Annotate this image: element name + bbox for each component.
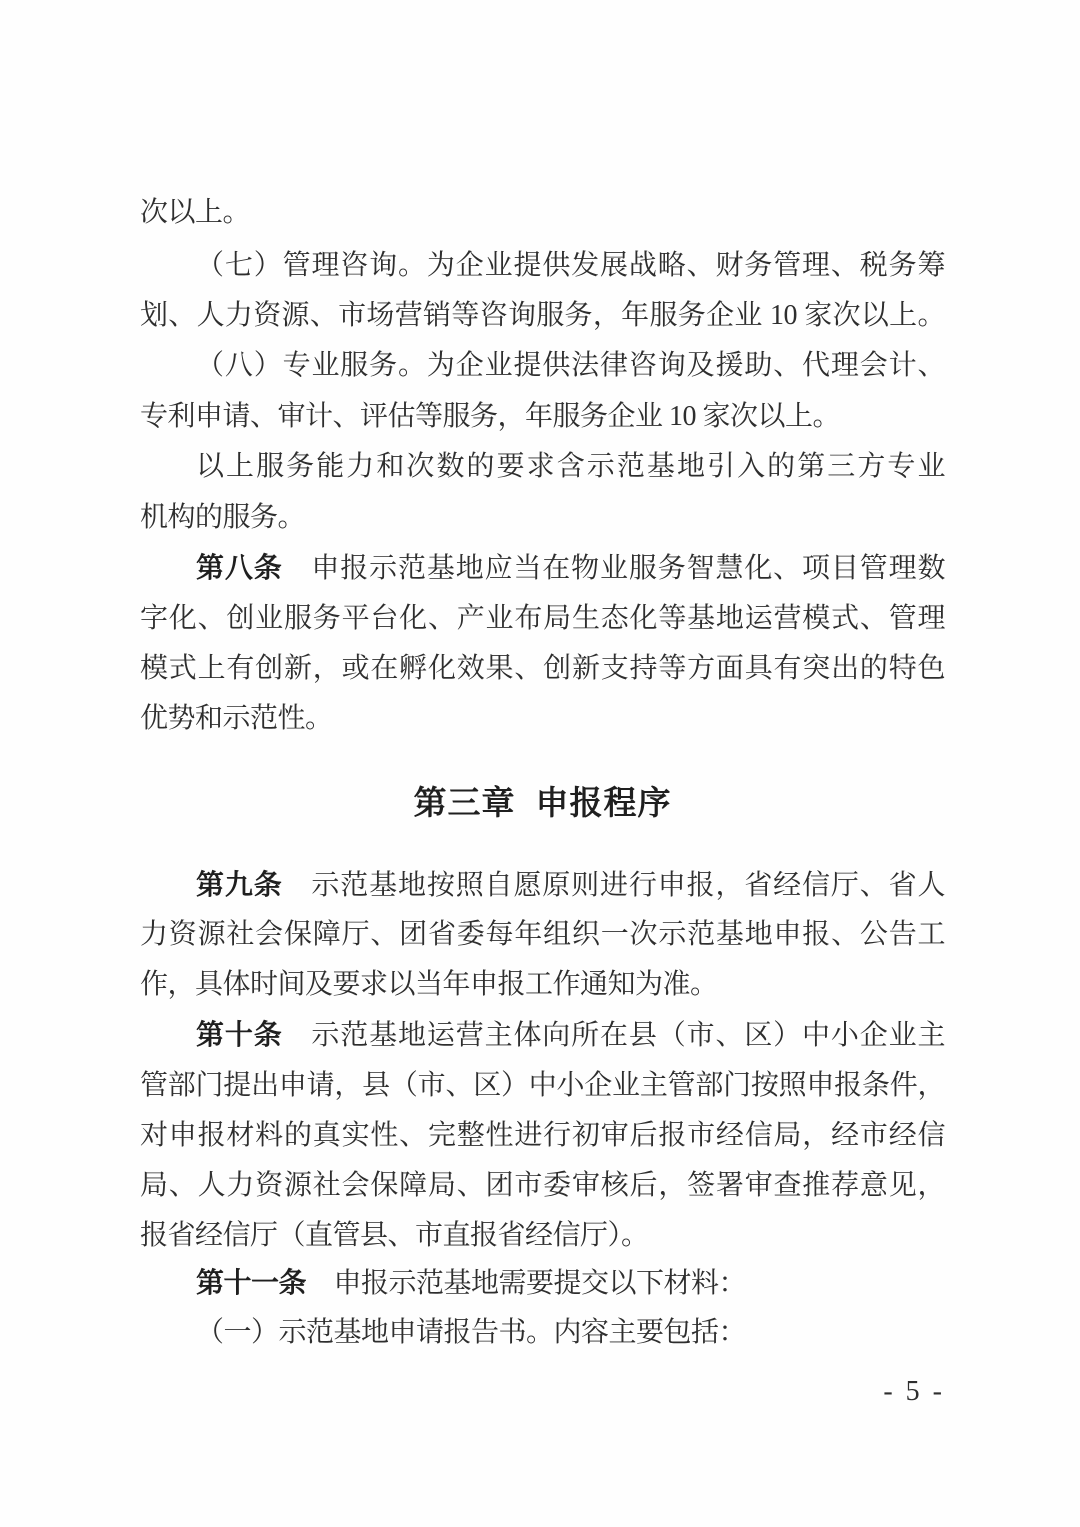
chapter-number: 第三章 <box>413 784 516 821</box>
line-text: 专利申请、审计、评估等服务，年服务企业 10 家次以上。 <box>140 401 841 432</box>
line-text: 以上服务能力和次数的要求含示范基地引入的第三方专业 <box>196 451 945 482</box>
article-line <box>140 860 945 910</box>
line-text: 示范基地运营主体向所在县（市、区）中小企业主 <box>282 1020 945 1051</box>
paragraph-line <box>140 291 945 341</box>
paragraph-line <box>140 1161 945 1211</box>
line-text: 申报示范基地需要提交以下材料： <box>306 1268 747 1299</box>
paragraph-line <box>140 694 945 744</box>
line-text: 管部门提出申请，县（市、区）中小企业主管部门按照申报条件， <box>140 1070 945 1101</box>
paragraph-line <box>140 594 945 644</box>
line-text: 力资源社会保障厅、团省委每年组织一次示范基地申报、公告工 <box>140 919 945 950</box>
paragraph-line <box>140 1111 945 1161</box>
article-number: 第十一条 <box>196 1267 307 1298</box>
paragraph-line <box>140 188 945 238</box>
line-text: 次以上。 <box>140 197 251 228</box>
chapter-title: 申报程序 <box>535 784 672 821</box>
line-text: 作，具体时间及要求以当年申报工作通知为准。 <box>140 969 718 1000</box>
line-text: 局、人力资源社会保障局、团市委审核后，签署审查推荐意见， <box>140 1170 945 1201</box>
line-text: 申报示范基地应当在物业服务智慧化、项目管理数 <box>282 553 945 584</box>
paragraph-line <box>140 493 945 543</box>
article-line <box>140 1010 945 1060</box>
paragraph-line <box>140 392 945 442</box>
article-line <box>140 543 945 593</box>
article-number: 第九条 <box>196 869 283 900</box>
paragraph-line <box>140 241 945 291</box>
page-number: - 5 - <box>883 1376 945 1407</box>
paragraph-line <box>140 341 945 391</box>
line-text: 优势和示范性。 <box>140 703 333 734</box>
paragraph-line <box>140 1061 945 1111</box>
article-number: 第十条 <box>196 1019 283 1050</box>
article-line <box>140 1258 945 1308</box>
paragraph-line <box>140 644 945 694</box>
paragraph-line <box>140 1308 945 1358</box>
article-number: 第八条 <box>196 552 283 583</box>
line-text: 划、人力资源、市场营销等咨询服务，年服务企业 10 家次以上。 <box>140 300 945 331</box>
line-text: 模式上有创新，或在孵化效果、创新支持等方面具有突出的特色 <box>140 653 945 684</box>
paragraph-line <box>140 910 945 960</box>
paragraph-line <box>140 960 945 1010</box>
line-text: 示范基地按照自愿原则进行申报，省经信厅、省人 <box>282 870 945 901</box>
line-text: 字化、创业服务平台化、产业布局生态化等基地运营模式、管理 <box>140 603 945 634</box>
paragraph-line <box>140 442 945 492</box>
line-text: （一）示范基地申请报告书。内容主要包括： <box>196 1317 747 1348</box>
line-text: 对申报材料的真实性、完整性进行初审后报市经信局，经市经信 <box>140 1120 945 1151</box>
paragraph-line <box>140 1211 945 1261</box>
line-text: （七）管理咨询。为企业提供发展战略、财务管理、税务筹 <box>196 250 945 281</box>
chapter-heading <box>140 778 945 828</box>
line-text: 报省经信厅（直管县、市直报省经信厅）。 <box>140 1220 649 1251</box>
line-text: （八）专业服务。为企业提供法律咨询及援助、代理会计、 <box>196 350 945 381</box>
line-text: 机构的服务。 <box>140 502 306 533</box>
